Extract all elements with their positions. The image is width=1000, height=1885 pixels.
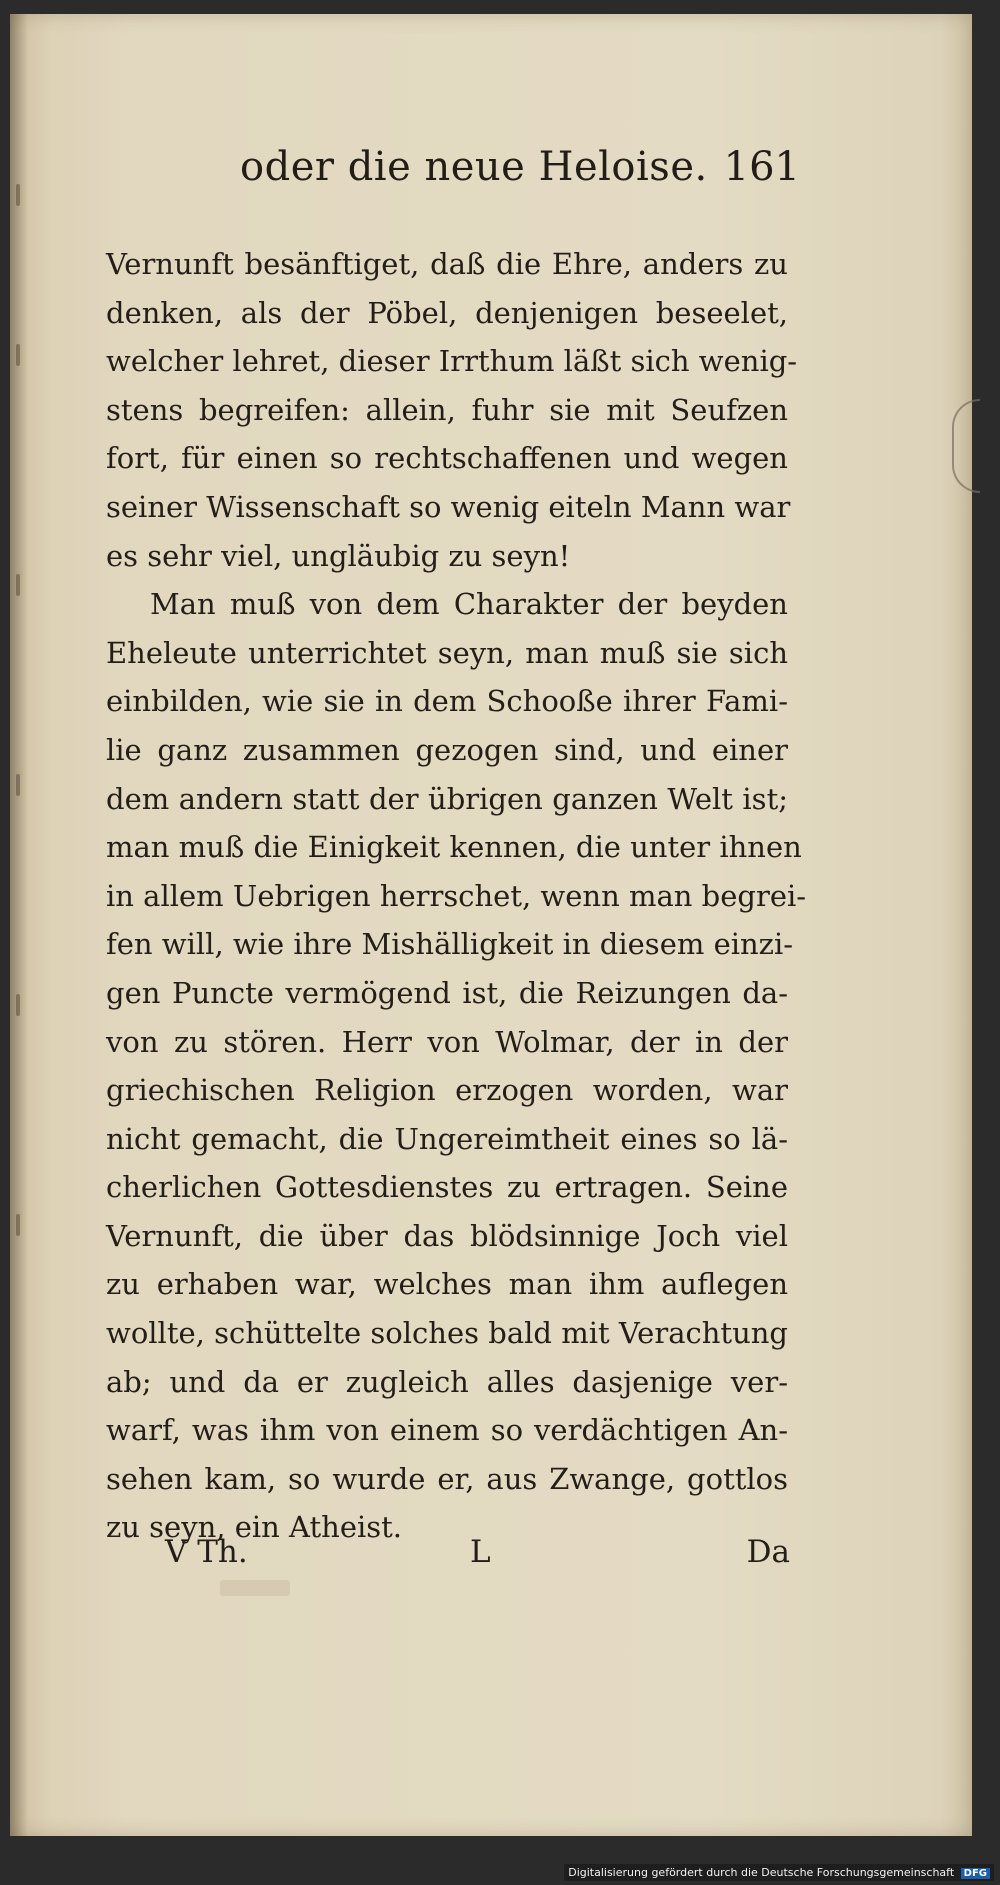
book-page	[10, 14, 972, 1836]
faded-stamp	[220, 1580, 290, 1596]
digitization-credit	[564, 1864, 994, 1881]
text-line: griechischen Religion erzogen worden, war	[106, 1073, 788, 1108]
signature-mark-volume: V Th.	[165, 1534, 248, 1570]
text-line: stens begreifen: allein, fuhr sie mit Seufzen	[106, 392, 788, 427]
text-line: dem andern statt der übrigen ganzen Welt ist;	[106, 781, 788, 816]
binding-stitch	[16, 574, 20, 596]
text-line: cherlichen Gottesdienstes zu ertragen. Seine	[106, 1170, 788, 1205]
text-line: Vernunft, die über das blödsinnige Joch viel	[106, 1218, 788, 1253]
text-line: welcher lehret, dieser Irrthum läßt sich wenig-	[106, 344, 798, 379]
catchword: Da	[746, 1534, 790, 1570]
text-line: zu seyn, ein Atheist.	[106, 1510, 403, 1545]
text-line: Eheleute unterrichtet seyn, man muß sie sich	[106, 635, 788, 670]
text-line: in allem Uebrigen herrschet, wenn man begrei-	[106, 878, 807, 913]
binding-stitch	[16, 344, 20, 366]
text-line: wollte, schüttelte solches bald mit Verachtung	[106, 1316, 788, 1351]
text-line: seiner Wissenschaft so wenig eiteln Mann war	[106, 489, 791, 524]
body-text	[106, 240, 807, 1552]
text-line: man muß die Einigkeit kennen, die unter ihnen	[106, 830, 802, 865]
spine-shadow	[10, 14, 28, 1836]
binding-stitch	[16, 994, 20, 1016]
text-line: fort, für einen so rechtschaffenen und wegen	[106, 441, 788, 476]
text-line: denken, als der Pöbel, denjenigen beseelet,	[106, 295, 788, 330]
page-clip-mark	[952, 399, 980, 493]
signature-letter: L	[470, 1534, 491, 1570]
text-line: sehen kam, so wurde er, aus Zwange, gottlos	[106, 1461, 788, 1496]
page-header	[240, 144, 800, 204]
binding-stitch	[16, 184, 20, 206]
text-line: fen will, wie ihre Mishälligkeit in diesem einzi-	[106, 927, 794, 962]
text-line: lie ganz zusammen gezogen sind, und einer	[106, 732, 788, 767]
dfg-logo-badge: DFG	[961, 1868, 990, 1879]
credit-text: Digitalisierung gefördert durch die Deutsche Forschungsgemeinschaft	[568, 1866, 955, 1879]
binding-stitch	[16, 1214, 20, 1236]
text-line: es sehr viel, ungläubig zu seyn!	[106, 538, 571, 573]
text-line: einbilden, wie sie in dem Schooße ihrer Fami-	[106, 684, 788, 719]
text-line: nicht gemacht, die Ungereimtheit eines so lä-	[106, 1121, 788, 1156]
binding-stitch	[16, 774, 20, 796]
text-line: Vernunft besänftiget, daß die Ehre, anders zu	[106, 247, 788, 281]
running-head: oder die neue Heloise.	[240, 144, 708, 190]
text-line: gen Puncte vermögend ist, die Reizungen da-	[106, 975, 788, 1010]
page-footer	[165, 1534, 790, 1584]
page-number: 161	[723, 144, 800, 190]
text-line: ab; und da er zugleich alles dasjenige ver-	[106, 1364, 788, 1399]
paragraph-first-line: Man muß von dem Charakter der beyden	[150, 587, 788, 622]
text-line: zu erhaben war, welches man ihm auflegen	[106, 1267, 788, 1302]
text-line: warf, was ihm von einem so verdächtigen An-	[106, 1413, 788, 1448]
text-line: von zu stören. Herr von Wolmar, der in der	[106, 1024, 788, 1059]
